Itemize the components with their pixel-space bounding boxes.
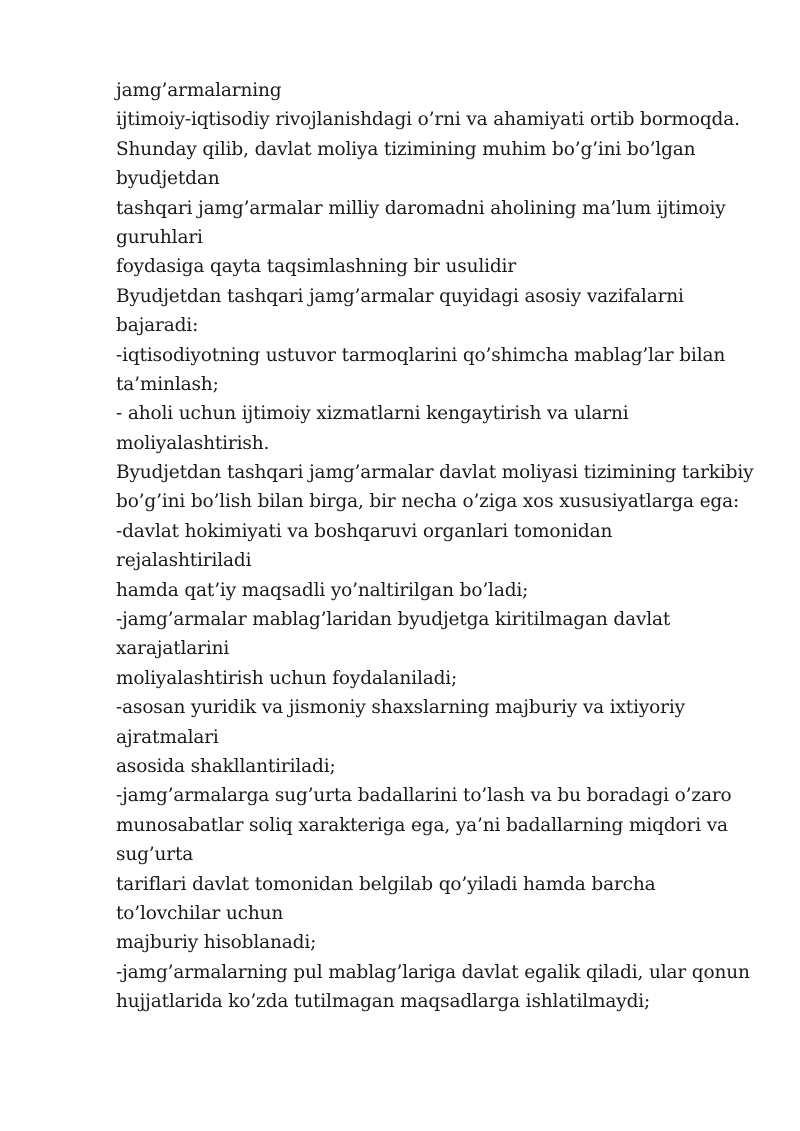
text-line: foydasiga qayta taqsimlashning bir usulidir	[116, 256, 517, 278]
document-page	[116, 76, 786, 1017]
text-line: byudjetdan	[116, 168, 220, 190]
text-line: -jamg’armalarga sug’urta badallarini to’lash va bu boradagi o’zaro	[116, 785, 732, 807]
text-line: Byudjetdan tashqari jamg’armalar davlat moliyasi tizimining tarkibiy	[116, 462, 754, 484]
text-line: moliyalashtirish uchun foydalaniladi;	[116, 667, 458, 689]
text-line: tashqari jamg’armalar milliy daromadni aholining ma’lum ijtimoiy	[116, 197, 726, 219]
text-line: -iqtisodiyotning ustuvor tarmoqlarini qo’shimcha mablag’lar bilan	[116, 344, 726, 366]
text-line: xarajatlarini	[116, 638, 230, 660]
text-line: moliyalashtirish.	[116, 432, 270, 454]
text-line: - aholi uchun ijtimoiy xizmatlarni kengaytirish va ularni	[116, 403, 629, 425]
text-line: bajaradi:	[116, 315, 199, 337]
text-line: guruhlari	[116, 226, 203, 248]
text-line: hujjatlarida ko’zda tutilmagan maqsadlarga ishlatilmaydi;	[116, 991, 651, 1013]
text-line: sug’urta	[116, 844, 194, 866]
text-line: -asosan yuridik va jismoniy shaxslarning majburiy va ixtiyoriy	[116, 697, 685, 719]
text-line: -davlat hokimiyati va boshqaruvi organlari tomonidan	[116, 520, 613, 542]
text-line: majburiy hisoblanadi;	[116, 932, 317, 954]
text-line: ijtimoiy-iqtisodiy rivojlanishdagi o’rni va ahamiyati ortib bormoqda.	[116, 109, 740, 131]
text-line: ta’minlash;	[116, 373, 219, 395]
text-line: asosida shakllantiriladi;	[116, 755, 336, 777]
text-line: munosabatlar soliq xarakteriga ega, ya’ni badallarning miqdori va	[116, 814, 728, 836]
text-line: Shunday qilib, davlat moliya tizimining muhim bo’g’ini bo’lgan	[116, 138, 696, 160]
text-line: tariflari davlat tomonidan belgilab qo’yiladi hamda barcha	[116, 873, 656, 895]
text-line: jamg’armalarning	[116, 80, 282, 101]
text-line: ajratmalari	[116, 726, 219, 748]
text-line: -jamg’armalarning pul mablag’lariga davlat egalik qiladi, ular qonun	[116, 961, 750, 983]
text-line: to’lovchilar uchun	[116, 902, 284, 924]
text-line: -jamg’armalar mablag’laridan byudjetga kiritilmagan davlat	[116, 609, 671, 631]
text-line: bo’g’ini bo’lish bilan birga, bir necha o’ziga xos xususiyatlarga ega:	[116, 491, 740, 513]
text-line: hamda qat’iy maqsadli yo’naltirilgan bo’ladi;	[116, 579, 529, 601]
text-line: Byudjetdan tashqari jamg’armalar quyidagi asosiy vazifalarni	[116, 285, 684, 307]
text-line: rejalashtiriladi	[116, 550, 252, 572]
